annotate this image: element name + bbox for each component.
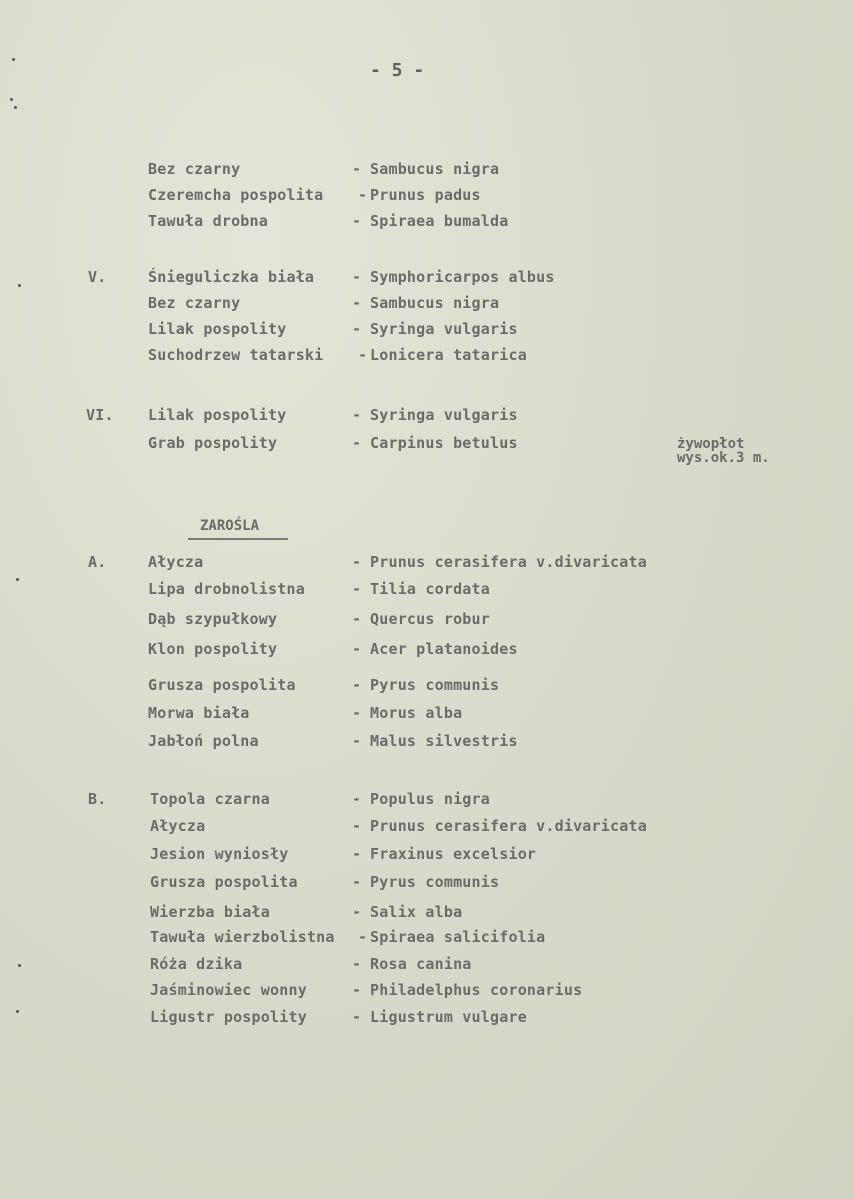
species-polish: Lilak pospolity [148,406,287,424]
species-polish: Ligustr pospolity [150,1008,307,1026]
dash: - [352,406,362,424]
species-latin: Carpinus betulus [370,434,518,452]
section-heading: ZAROŚLA [200,518,260,534]
species-latin: Syringa vulgaris [370,406,518,424]
species-latin: Sambucus nigra [370,160,500,178]
species-latin: Philadelphus coronarius [370,981,583,999]
species-latin: Spiraea bumalda [370,212,509,230]
species-polish: Suchodrzew tatarski [148,346,324,364]
species-latin: Rosa canina [370,955,472,973]
dash: - [352,704,362,722]
dash: - [352,160,362,178]
species-polish: Topola czarna [150,790,270,808]
dash: - [352,268,362,286]
species-latin: Morus alba [370,704,463,722]
species-latin: Fraxinus excelsior [370,845,537,863]
species-latin: Salix alba [370,903,463,921]
species-polish: Czeremcha pospolita [148,186,324,204]
species-latin: Populus nigra [370,790,490,808]
species-polish: Ałycza [148,553,204,571]
species-latin: Malus silvestris [370,732,518,750]
margin-speck [12,58,15,61]
page-number: - 5 - [370,60,425,81]
species-polish: Tawuła wierzbolistna [150,928,335,946]
species-latin: Prunus padus [370,186,481,204]
species-latin: Pyrus communis [370,676,500,694]
dash: - [352,1008,362,1026]
group-mark: VI. [86,406,114,424]
dash: - [352,903,362,921]
species-latin: Tilia cordata [370,580,490,598]
species-latin: Pyrus communis [370,873,500,891]
species-latin: Sambucus nigra [370,294,500,312]
species-latin: Prunus cerasifera v.divaricata [370,553,647,571]
species-latin: Spiraea salicifolia [370,928,546,946]
species-polish: Grusza pospolita [148,676,296,694]
species-polish: Klon pospolity [148,640,278,658]
species-latin: Quercus robur [370,610,490,628]
dash: - [358,346,368,364]
species-polish: Morwa biała [148,704,250,722]
dash: - [352,294,362,312]
species-polish: Róża dzika [150,955,243,973]
species-polish: Lipa drobnolistna [148,580,305,598]
dash: - [352,320,362,338]
heading-underline [188,538,288,540]
species-latin: Lonicera tatarica [370,346,527,364]
dash: - [352,790,362,808]
species-polish: Bez czarny [148,294,241,312]
species-latin: Prunus cerasifera v.divaricata [370,817,647,835]
species-latin: Ligustrum vulgare [370,1008,527,1026]
dash: - [352,873,362,891]
species-polish: Śnieguliczka biała [148,268,315,286]
dash: - [352,981,362,999]
margin-speck [16,578,19,581]
group-mark: A. [88,553,107,571]
margin-speck [16,1010,19,1013]
dash: - [352,434,362,452]
species-polish: Jesion wyniosły [150,845,289,863]
species-polish: Grab pospolity [148,434,278,452]
hedge-note-line1: żywopłot [677,436,745,452]
species-polish: Jaśminowiec wonny [150,981,307,999]
group-mark: B. [88,790,107,808]
species-polish: Jabłoń polna [148,732,259,750]
dash: - [352,955,362,973]
group-mark: V. [88,268,107,286]
margin-speck [18,964,21,967]
species-latin: Symphoricarpos albus [370,268,555,286]
species-polish: Dąb szypułkowy [148,610,278,628]
species-polish: Grusza pospolita [150,873,298,891]
dash: - [352,732,362,750]
dash: - [352,553,362,571]
species-polish: Ałycza [150,817,206,835]
dash: - [352,817,362,835]
dash: - [352,212,362,230]
dash: - [352,580,362,598]
dash: - [352,676,362,694]
margin-speck [14,106,17,109]
dash: - [352,640,362,658]
species-polish: Bez czarny [148,160,241,178]
species-latin: Acer platanoides [370,640,518,658]
species-polish: Lilak pospolity [148,320,287,338]
hedge-note-line2: wys.ok.3 m. [677,450,770,466]
species-polish: Tawuła drobna [148,212,268,230]
dash: - [358,928,368,946]
dash: - [358,186,368,204]
margin-speck [18,284,21,287]
dash: - [352,610,362,628]
species-polish: Wierzba biała [150,903,270,921]
margin-speck [10,98,13,101]
dash: - [352,845,362,863]
species-latin: Syringa vulgaris [370,320,518,338]
